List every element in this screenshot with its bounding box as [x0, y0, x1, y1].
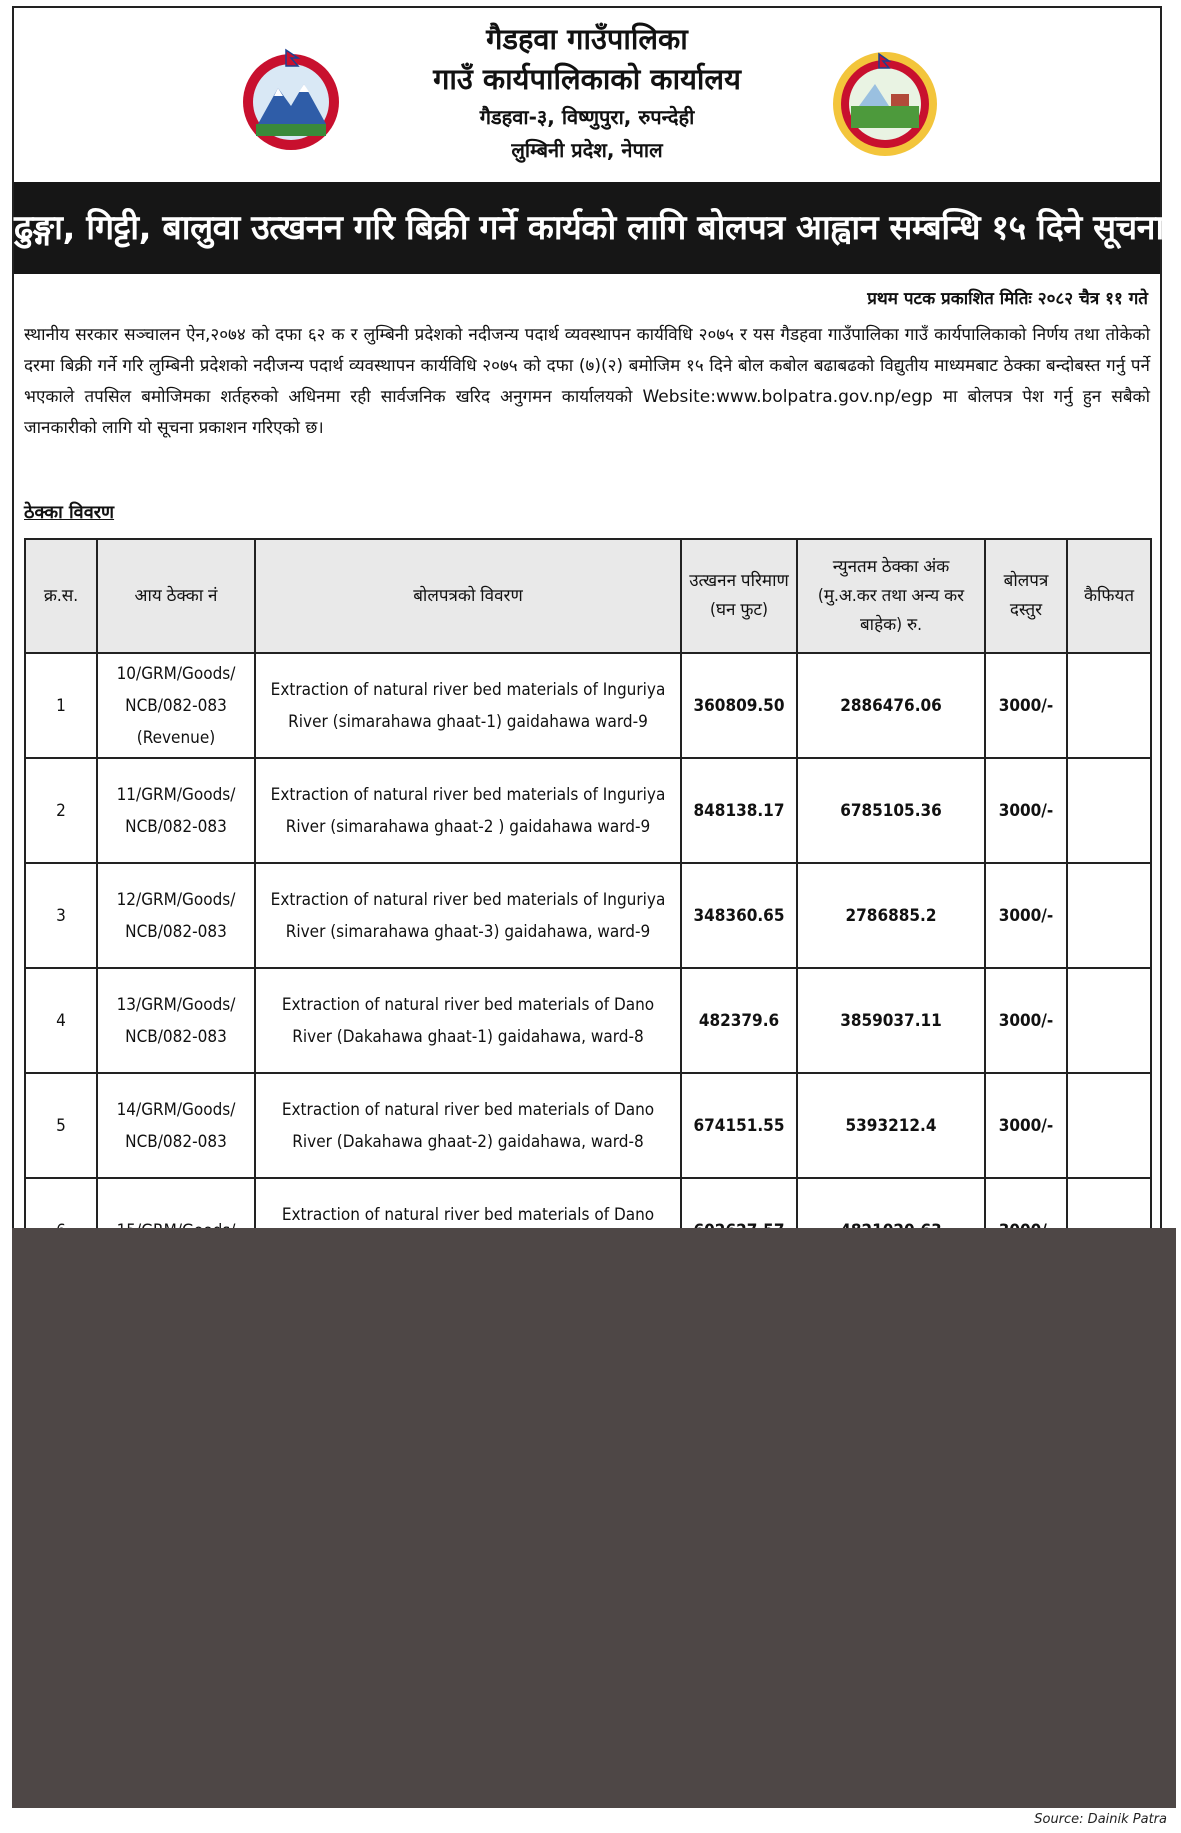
section-title: ठेक्का विवरण — [24, 502, 115, 523]
table-row — [25, 758, 1151, 863]
tender-table — [24, 538, 1152, 1284]
table-row — [25, 968, 1151, 1073]
cell-contract-no: 10/GRM/Goods/ NCB/082-083 (Revenue) — [97, 653, 255, 758]
cell-quantity: 674151.55 — [681, 1073, 797, 1178]
source-credit: Source: Dainik Patra — [1034, 1812, 1167, 1827]
cell-description: Extraction of natural river bed materials of Dano River (Dakahawa ghaat-2) gaidahawa, ward-8 — [255, 1073, 681, 1178]
cell-description: Extraction of natural river bed materials of Inguriya River (simarahawa ghaat-1) gaidahawa ward-9 — [255, 653, 681, 758]
col-header-fee: बोलपत्र दस्तुर — [985, 539, 1067, 653]
cell-remarks — [1067, 1073, 1151, 1178]
cell-sn: 1 — [25, 653, 97, 758]
notice-frame — [12, 6, 1162, 1228]
cell-contract-no: 12/GRM/Goods/ NCB/082-083 — [97, 863, 255, 968]
municipality-name: गैडहवा गाउँपालिका — [486, 22, 688, 56]
cell-contract-no: 13/GRM/Goods/ NCB/082-083 — [97, 968, 255, 1073]
province-country: लुम्बिनी प्रदेश, नेपाल — [511, 138, 663, 162]
table-header-row — [25, 539, 1151, 653]
cell-sn: 3 — [25, 863, 97, 968]
notice-page — [12, 6, 1164, 1818]
cell-remarks — [1067, 653, 1151, 758]
col-header-min-amount: न्युनतम ठेक्का अंक (मु.अ.कर तथा अन्य कर बाहेक) रु. — [797, 539, 985, 653]
cell-sn: 2 — [25, 758, 97, 863]
cell-sn: 5 — [25, 1073, 97, 1178]
cell-min-amount: 3859037.11 — [797, 968, 985, 1073]
col-header-quantity: उत्खनन परिमाण (घन फुट) — [681, 539, 797, 653]
cell-quantity: 482379.6 — [681, 968, 797, 1073]
office-address: गैडहवा-३, विष्णुपुरा, रुपन्देही — [479, 105, 695, 129]
cell-quantity: 348360.65 — [681, 863, 797, 968]
publication-date: प्रथम पटक प्रकाशित मितिः २०८२ चैत्र ११ गते — [867, 289, 1148, 309]
notice-title-banner: ढुङ्गा, गिट्टी, बालुवा उत्खनन गरि बिक्री गर्ने कार्यको लागि बोलपत्र आह्वान सम्बन्धि १५ दिने सूचना — [14, 182, 1160, 274]
cell-description: Extraction of natural river bed materials of Inguriya River (simarahawa ghaat-2 ) gaidahawa ward-9 — [255, 758, 681, 863]
cell-contract-no: 11/GRM/Goods/ NCB/082-083 — [97, 758, 255, 863]
col-header-sn: क्र.स. — [25, 539, 97, 653]
col-header-contract-no: आय ठेक्का नं — [97, 539, 255, 653]
cell-remarks — [1067, 968, 1151, 1073]
notice-header — [14, 8, 1160, 182]
cell-fee: 3000/- — [985, 653, 1067, 758]
cell-min-amount: 2886476.06 — [797, 653, 985, 758]
col-header-description: बोलपत्रको विवरण — [255, 539, 681, 653]
cell-min-amount: 5393212.4 — [797, 1073, 985, 1178]
col-header-remarks: कैफियत — [1067, 539, 1151, 653]
cell-quantity: 848138.17 — [681, 758, 797, 863]
cell-description: Extraction of natural river bed materials of Inguriya River (simarahawa ghaat-3) gaidahawa, ward-9 — [255, 863, 681, 968]
cell-contract-no: 14/GRM/Goods/ NCB/082-083 — [97, 1073, 255, 1178]
cell-fee: 3000/- — [985, 863, 1067, 968]
office-name: गाउँ कार्यपालिकाको कार्यालय — [433, 62, 741, 96]
table-row — [25, 653, 1151, 758]
cell-fee: 3000/- — [985, 968, 1067, 1073]
cell-remarks — [1067, 758, 1151, 863]
cell-description: Extraction of natural river bed materials of Dano — [255, 1178, 681, 1283]
cell-description: Extraction of natural river bed materials of Dano River (Dakahawa ghaat-1) gaidahawa, ward-8 — [255, 968, 681, 1073]
cell-min-amount: 6785105.36 — [797, 758, 985, 863]
notice-paragraph: स्थानीय सरकार सञ्चालन ऐन,२०७४ को दफा ६२ क र लुम्बिनी प्रदेशको नदीजन्य पदार्थ व्यवस्थापन कार्यविधि २०७५ र यस गैडहवा गाउँपालिका गाउँ कार्यपालिकाको निर्णय तथा तोकेको दरमा बिक्री गर्ने गरि लुम्बिनी प्रदेशको नदीजन्य पदार्थ व्यवस्थापन कार्यविधि २०७५ को दफा (७)(२) बमोजिम १५ दिने बोल कबोल बढाबढको विद्युतीय माध्यमबाट ठेक्का बन्दोबस्त गर्नु पर्ने भएकाले तपसिल बमोजिमका शर्तहरुको अधिनमा रही सार्वजनिक खरिद अनुगमन कार्यालयको Website:www.bolpatra.gov.np/egp मा बोलपत्र पेश गर्नु हुन सबैको जानकारीको लागि यो सूचना प्रकाशन गरिएको छ। — [24, 325, 1150, 438]
cell-fee: 3000/- — [985, 1073, 1067, 1178]
cell-sn: 4 — [25, 968, 97, 1073]
cell-fee: 3000/- — [985, 758, 1067, 863]
cell-remarks — [1067, 863, 1151, 968]
cell-quantity: 360809.50 — [681, 653, 797, 758]
cell-min-amount: 2786885.2 — [797, 863, 985, 968]
table-row — [25, 863, 1151, 968]
table-row — [25, 1073, 1151, 1178]
redaction-block — [12, 1228, 1176, 1808]
